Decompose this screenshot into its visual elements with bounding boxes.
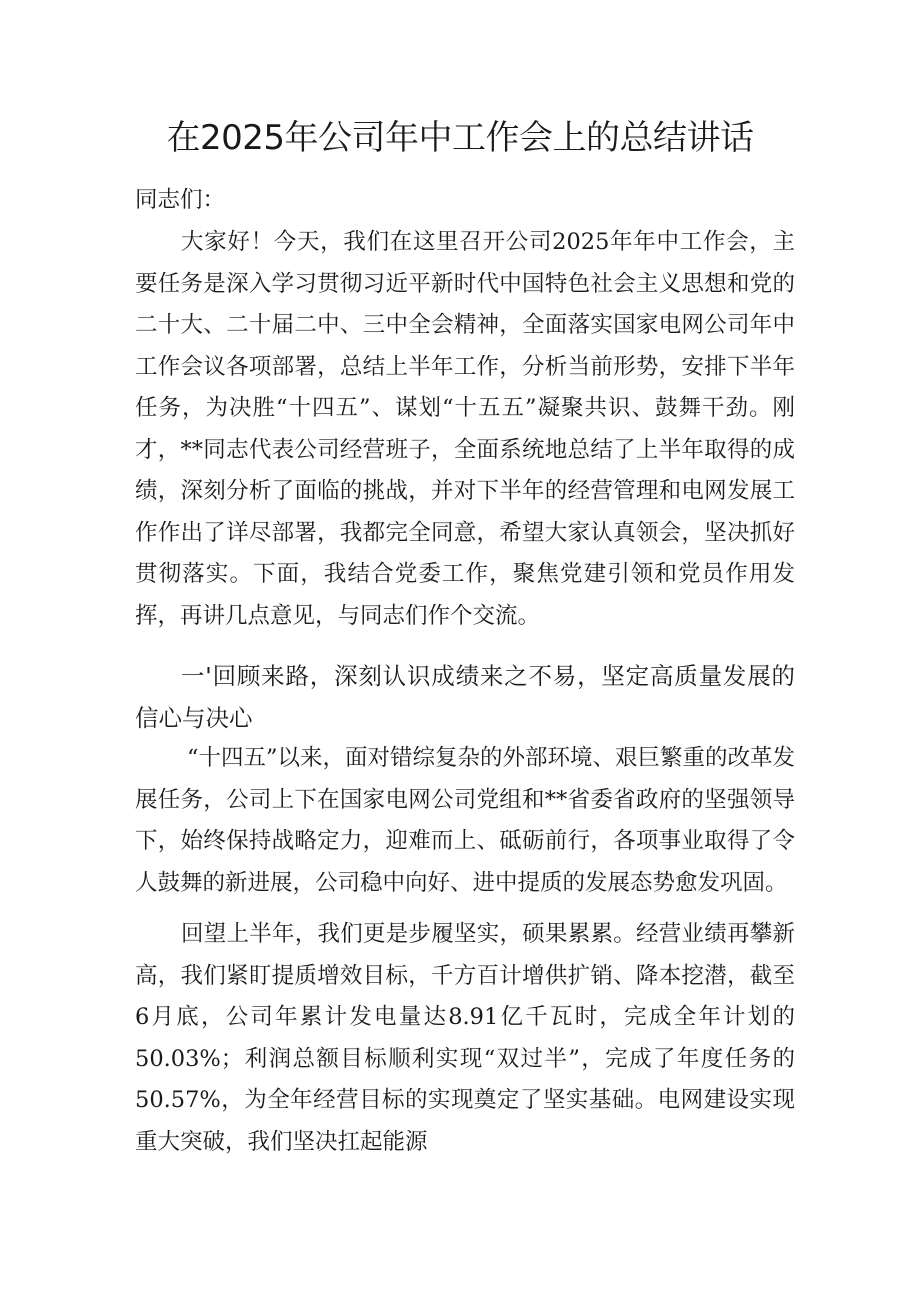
salutation: 同志们： bbox=[135, 187, 226, 213]
paragraph-first-half: 回望上半年，我们更是步履坚实，硕果累累。经营业绩再攀新高，我们紧盯提质增效目标，千方百计增供扩销、降本挖潜，截至6月底，公司年累计发电量达8.91亿千瓦时，完成全年计划的50.03%；利润总额目标顺利实现“双过半”，完成了年度任务的50.57%，为全年经营目标的实现奠定了坚实基础。电网建设实现重大突破，我们坚决扛起能源 bbox=[135, 921, 795, 1155]
paragraph-review: “十四五”以来，面对错综复杂的外部环境、艰巨繁重的改革发展任务，公司上下在国家电网公司党组和**省委省政府的坚强领导下，始终保持战略定力，迎难而上、砥砺前行，各项事业取得了令人鼓舞的新进展，公司稳中向好、进中提质的发展态势愈发巩固。 bbox=[135, 745, 796, 896]
paragraph-opening: 大家好！今天，我们在这里召开公司2025年年中工作会，主要任务是深入学习贯彻习近平新时代中国特色社会主义思想和党的二十大、二十届二中、三中全会精神，全面落实国家电网公司年中工作会议各项部署，总结上半年工作，分析当前形势，安排下半年任务，为决胜“十四五”、谋划“十五五”凝聚共识、鼓舞干劲。刚才，**同志代表公司经营班子，全面系统地总结了上半年取得的成绩，深刻分析了面临的挑战，并对下半年的经营管理和电网发展工作作出了详尽部署，我都完全同意，希望大家认真领会，坚决抓好贯彻落实。下面，我结合党委工作，聚焦党建引领和党员作用发挥，再讲几点意见，与同志们作个交流。 bbox=[135, 229, 795, 629]
section-heading-1: 一'回顾来路，深刻认识成绩来之不易，坚定高质量发展的信心与决心 bbox=[135, 662, 795, 732]
document-title: 在2025年公司年中工作会上的总结讲话 bbox=[166, 118, 754, 158]
